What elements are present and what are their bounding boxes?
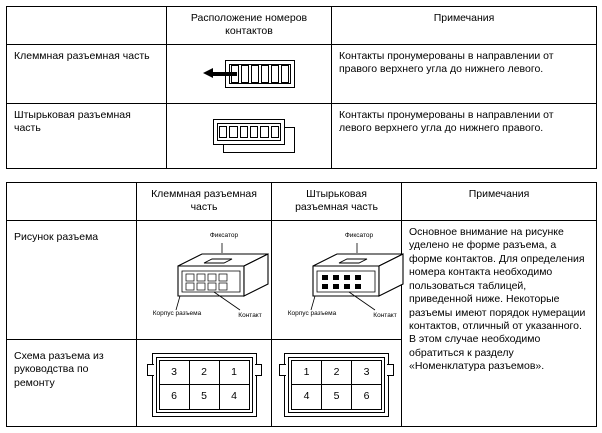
figure-female-connector-cell [167,44,332,103]
callout-label-housing: Корпус разъема [152,309,202,317]
pin-cell: 1 [292,360,322,384]
pin-grid-female-icon [152,353,257,417]
table-one-header-blank [7,7,167,45]
pin-grid-female-cell [137,339,272,426]
callout-label-latch: Фиксатор [209,231,239,239]
table-two-header-notes: Примечания [402,183,597,221]
pin-cell: 1 [219,360,249,384]
callout-label-contact: Контакт [238,311,262,319]
callout-label-contact: Контакт [373,311,397,319]
row-label-pin-part: Штырьковая разъемная часть [7,103,167,168]
table-two-header-pin-part: Штырьковая разъемная часть [272,183,402,221]
note-pin-part: Контакты пронумерованы в направлении от левого верхнего угла до нижнего правого. [332,103,597,168]
pin-cell: 6 [352,385,382,409]
table-two-header-terminal-part: Клеммная разъемная часть [137,183,272,221]
pin-grid-row [159,385,249,409]
table-two-header-blank [7,183,137,221]
table-one-header-pin-layout: Расположение номеров контактов [167,7,332,45]
note-connector-drawing: Основное внимание на рисунке уделено не форме разъема, а форме контактов. Для определения номера контакта необходимо пользоваться таблицей, приведенной ниже. Некоторые разъемы имеют порядок нумерации контактов, отличный от указанного. В этом случае необходимо обратиться к разделу «Номенклатура разъемов». [402,220,597,426]
table-one-header-notes: Примечания [332,7,597,45]
iso-male-connector-icon [279,226,439,334]
pin-cell: 3 [352,360,382,384]
pin-cell: 4 [219,385,249,409]
pin-grid-male-cell [272,339,402,426]
callout-label-latch: Фиксатор [344,231,374,239]
pin-cell: 2 [189,360,219,384]
pin-cell: 3 [159,360,189,384]
table-header-row [7,183,597,221]
pin-cell: 4 [292,385,322,409]
pin-grid-row [292,385,382,409]
pin-cell: 2 [322,360,352,384]
row-label-manual-schematic: Схема разъема из руководства по ремонту [7,339,137,426]
pin-grid-row [292,360,382,384]
pin-cell: 6 [159,385,189,409]
pin-grid-male-icon [284,353,389,417]
table-header-row [7,7,597,45]
iso-female-connector-cell [137,220,272,339]
pin-cell: 5 [322,385,352,409]
connector-numbering-table [6,6,597,169]
row-label-terminal-part: Клеммная разъемная часть [7,44,167,103]
table-row [7,44,597,103]
note-terminal-part: Контакты пронумерованы в направлении от правого верхнего угла до нижнего левого. [332,44,597,103]
male-connector-icon [174,109,324,163]
table-row [7,103,597,168]
pin-cell: 5 [189,385,219,409]
pin-grid-row [159,360,249,384]
figure-male-connector-cell [167,103,332,168]
female-connector-with-arrow-icon [174,50,324,98]
iso-male-connector-cell [272,220,402,339]
callout-label-housing: Корпус разъема [287,309,337,317]
table-row [7,220,597,339]
connector-drawing-table [6,182,597,427]
row-label-connector-drawing: Рисунок разъема [7,220,137,339]
